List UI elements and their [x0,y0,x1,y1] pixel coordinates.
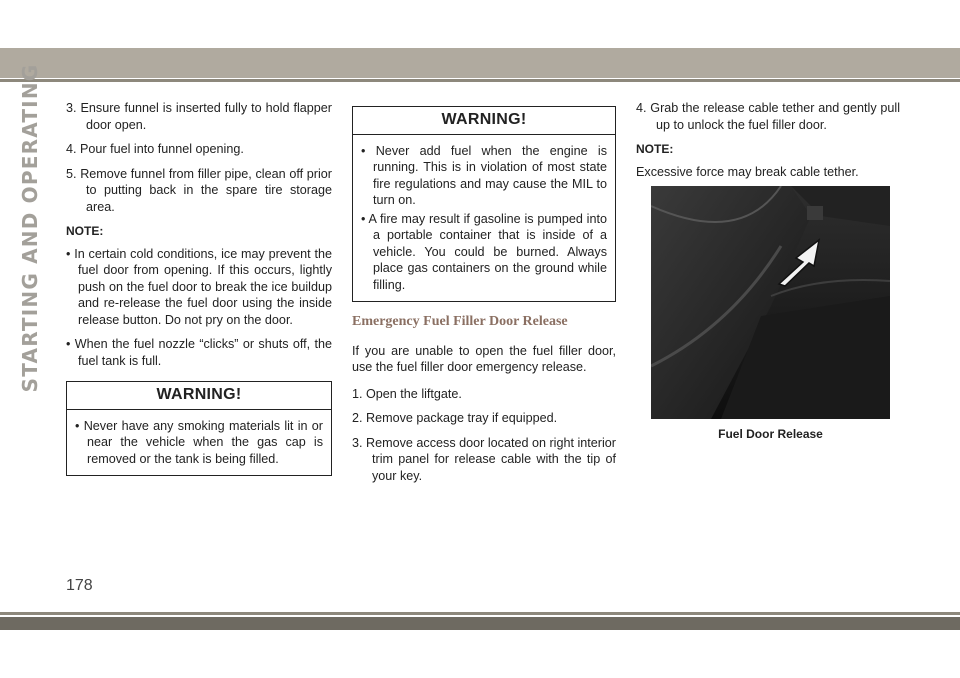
section-intro: If you are unable to open the fuel filler door, use the fuel filler door emergency release. [352,343,616,374]
step-5: 5. Remove funnel from filler pipe, clean off prior to putting back in the spare tire storage area. [66,166,332,214]
section-side-tab [10,63,50,393]
step-4: 4. Grab the release cable tether and gently pull up to unlock the fuel filler door. [636,101,900,132]
note-label: NOTE: [636,142,674,156]
header-rule [0,79,960,82]
column-3 [636,100,900,188]
page-number: 178 [66,577,93,594]
warning-box [66,381,332,476]
footer-band [0,617,960,630]
step-4: 4. Pour fuel into funnel opening. [66,142,244,156]
figure-caption: Fuel Door Release [718,427,823,441]
warning-bullet: • Never have any smoking materials lit in or near the vehicle when the gas cap is removed or the tank is being filled. [75,418,323,466]
warning-title: WARNING! [353,107,615,135]
header-band [0,48,960,78]
note-label: NOTE: [66,224,104,238]
step-3: 3. Ensure funnel is inserted fully to hold flapper door open. [66,101,332,132]
step-2: 2. Remove package tray if equipped. [352,411,558,425]
warning-bullet-fire: • A fire may result if gasoline is pumped into a portable container that is inside of a vehicle. You could be burned. Always place gas containers on the ground while filling. [361,211,607,292]
section-title: Emergency Fuel Filler Door Release [352,314,568,329]
warning-bullet-engine: • Never add fuel when the engine is running. This is in violation of most state fire regulations and may cause the MIL to turn on. [361,143,607,207]
note-bullet-cold: • In certain cold conditions, ice may prevent the fuel door from opening. If this occurs, lightly push on the fuel door to break the ice buildup and re-release the fuel door using the inside release button. Do not pry on the door. [66,246,332,327]
fuel-door-release-photo [651,186,890,419]
column-2 [352,100,616,492]
warning-box [352,106,616,302]
warning-title: WARNING! [67,382,331,410]
column-1 [66,100,332,488]
note-bullet-nozzle: • When the fuel nozzle “clicks” or shuts off, the fuel tank is full. [66,337,332,368]
footer-rule [0,612,960,615]
note-text: Excessive force may break cable tether. [636,164,859,179]
step-3: 3. Remove access door located on right interior trim panel for release cable with the tip of your key. [352,435,616,483]
photo-illustration [651,186,890,419]
step-1: 1. Open the liftgate. [352,386,462,401]
section-side-tab-label: STARTING AND OPERATING [18,63,42,393]
